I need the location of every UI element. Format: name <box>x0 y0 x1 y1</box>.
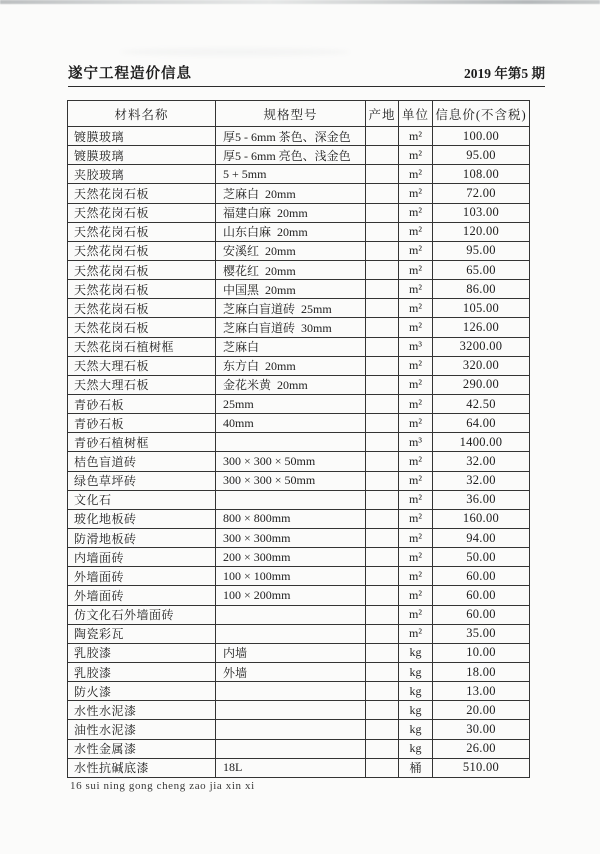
material-name-cell: 天然花岗石板 <box>68 299 216 318</box>
unit-cell: m² <box>399 280 433 299</box>
table-row <box>68 299 530 318</box>
price-cell: 290.00 <box>433 375 530 394</box>
material-name-cell: 乳胶漆 <box>68 662 216 681</box>
material-name-cell: 镀膜玻璃 <box>68 127 216 146</box>
scan-smudge-artifact <box>120 48 350 56</box>
spec-cell: 200 × 300mm <box>216 548 366 567</box>
origin-cell <box>366 260 399 279</box>
page-footer <box>70 780 255 792</box>
price-cell: 13.00 <box>433 682 530 701</box>
origin-cell <box>366 241 399 260</box>
price-cell: 65.00 <box>433 260 530 279</box>
spec-cell <box>216 701 366 720</box>
table-row <box>68 394 530 413</box>
origin-cell <box>366 146 399 165</box>
unit-cell: m² <box>399 471 433 490</box>
unit-cell: kg <box>399 701 433 720</box>
origin-cell <box>366 222 399 241</box>
spec-cell <box>216 490 366 509</box>
issue-label: 2019 年第5 期 <box>464 66 545 81</box>
origin-cell <box>366 356 399 375</box>
origin-cell <box>366 318 399 337</box>
unit-cell: m² <box>399 624 433 643</box>
origin-cell <box>366 509 399 528</box>
origin-cell <box>366 739 399 758</box>
material-name-cell: 天然大理石板 <box>68 375 216 394</box>
spec-cell: 100 × 100mm <box>216 567 366 586</box>
table-row <box>68 586 530 605</box>
unit-cell: m³ <box>399 337 433 356</box>
origin-cell <box>366 471 399 490</box>
unit-cell: m² <box>399 414 433 433</box>
table-row <box>68 146 530 165</box>
table-row <box>68 528 530 547</box>
material-name-cell: 防滑地板砖 <box>68 528 216 547</box>
material-name-cell: 桔色盲道砖 <box>68 452 216 471</box>
unit-cell: kg <box>399 739 433 758</box>
spec-cell: 18L <box>216 758 366 777</box>
price-cell: 120.00 <box>433 222 530 241</box>
price-cell: 42.50 <box>433 394 530 413</box>
origin-cell <box>366 701 399 720</box>
material-name-cell: 天然花岗石植树框 <box>68 337 216 356</box>
unit-cell: kg <box>399 682 433 701</box>
material-name-cell: 水性水泥漆 <box>68 701 216 720</box>
material-name-cell: 青砂石板 <box>68 394 216 413</box>
material-name-cell: 青砂石板 <box>68 414 216 433</box>
spec-cell: 芝麻白 <box>216 337 366 356</box>
spec-cell <box>216 720 366 739</box>
spec-cell: 芝麻白盲道砖 30mm <box>216 318 366 337</box>
table-row <box>68 452 530 471</box>
scan-edge-artifact <box>0 0 600 4</box>
table-row <box>68 184 530 203</box>
unit-cell: m² <box>399 146 433 165</box>
table-row <box>68 682 530 701</box>
table-row <box>68 567 530 586</box>
origin-cell <box>366 682 399 701</box>
material-name-cell: 外墙面砖 <box>68 586 216 605</box>
spec-cell: 厚5 - 6mm 茶色、深金色 <box>216 127 366 146</box>
unit-cell: kg <box>399 720 433 739</box>
price-cell: 26.00 <box>433 739 530 758</box>
price-cell: 100.00 <box>433 127 530 146</box>
table-row <box>68 605 530 624</box>
origin-cell <box>366 165 399 184</box>
price-cell: 30.00 <box>433 720 530 739</box>
table-row <box>68 701 530 720</box>
unit-cell: m² <box>399 567 433 586</box>
material-price-table <box>67 100 530 778</box>
price-cell: 60.00 <box>433 605 530 624</box>
origin-cell <box>366 299 399 318</box>
price-cell: 50.00 <box>433 548 530 567</box>
table-body <box>68 127 530 778</box>
origin-cell <box>366 203 399 222</box>
origin-cell <box>366 586 399 605</box>
price-cell: 160.00 <box>433 509 530 528</box>
price-cell: 126.00 <box>433 318 530 337</box>
origin-cell <box>366 528 399 547</box>
origin-cell <box>366 567 399 586</box>
origin-cell <box>366 548 399 567</box>
origin-cell <box>366 127 399 146</box>
unit-cell: m² <box>399 605 433 624</box>
material-name-cell: 文化石 <box>68 490 216 509</box>
spec-cell: 800 × 800mm <box>216 509 366 528</box>
journal-title: 遂宁工程造价信息 <box>68 66 192 82</box>
unit-cell: m² <box>399 375 433 394</box>
material-name-cell: 天然花岗石板 <box>68 184 216 203</box>
price-cell: 10.00 <box>433 643 530 662</box>
header-row <box>68 101 530 127</box>
col-header-spec: 规格型号 <box>216 101 366 127</box>
spec-cell: 外墙 <box>216 662 366 681</box>
price-cell: 64.00 <box>433 414 530 433</box>
table-row <box>68 414 530 433</box>
spec-cell: 金花米黄 20mm <box>216 375 366 394</box>
unit-cell: m² <box>399 165 433 184</box>
spec-cell: 山东白麻 20mm <box>216 222 366 241</box>
spec-cell <box>216 433 366 452</box>
table-row <box>68 643 530 662</box>
price-cell: 18.00 <box>433 662 530 681</box>
material-name-cell: 陶瓷彩瓦 <box>68 624 216 643</box>
origin-cell <box>366 720 399 739</box>
spec-cell <box>216 605 366 624</box>
material-name-cell: 天然花岗石板 <box>68 241 216 260</box>
unit-cell: m² <box>399 127 433 146</box>
page-header <box>68 62 545 83</box>
table-row <box>68 356 530 375</box>
spec-cell <box>216 739 366 758</box>
material-name-cell: 外墙面砖 <box>68 567 216 586</box>
header-rule <box>68 86 545 87</box>
spec-cell: 300 × 300 × 50mm <box>216 452 366 471</box>
material-name-cell: 夹胶玻璃 <box>68 165 216 184</box>
spec-cell <box>216 624 366 643</box>
table-row <box>68 337 530 356</box>
table-header <box>68 101 530 127</box>
material-name-cell: 天然花岗石板 <box>68 260 216 279</box>
table-row <box>68 433 530 452</box>
spec-cell: 内墙 <box>216 643 366 662</box>
unit-cell: kg <box>399 643 433 662</box>
spec-cell: 东方白 20mm <box>216 356 366 375</box>
price-cell: 32.00 <box>433 452 530 471</box>
price-cell: 86.00 <box>433 280 530 299</box>
unit-cell: m² <box>399 299 433 318</box>
origin-cell <box>366 758 399 777</box>
origin-cell <box>366 375 399 394</box>
spec-cell: 芝麻白盲道砖 25mm <box>216 299 366 318</box>
unit-cell: m² <box>399 318 433 337</box>
material-name-cell: 天然花岗石板 <box>68 222 216 241</box>
price-cell: 510.00 <box>433 758 530 777</box>
material-name-cell: 油性水泥漆 <box>68 720 216 739</box>
price-cell: 20.00 <box>433 701 530 720</box>
origin-cell <box>366 337 399 356</box>
table-row <box>68 471 530 490</box>
table-row <box>68 165 530 184</box>
unit-cell: m² <box>399 241 433 260</box>
origin-cell <box>366 433 399 452</box>
unit-cell: m² <box>399 528 433 547</box>
origin-cell <box>366 414 399 433</box>
origin-cell <box>366 280 399 299</box>
spec-cell: 25mm <box>216 394 366 413</box>
table-row <box>68 280 530 299</box>
unit-cell: kg <box>399 662 433 681</box>
table-row <box>68 318 530 337</box>
price-cell: 60.00 <box>433 567 530 586</box>
col-header-material: 材料名称 <box>68 101 216 127</box>
spec-cell: 300 × 300 × 50mm <box>216 471 366 490</box>
spec-cell <box>216 682 366 701</box>
origin-cell <box>366 624 399 643</box>
material-name-cell: 绿色草坪砖 <box>68 471 216 490</box>
table-row <box>68 739 530 758</box>
unit-cell: m² <box>399 203 433 222</box>
table-row <box>68 375 530 394</box>
table-row <box>68 548 530 567</box>
spec-cell: 100 × 200mm <box>216 586 366 605</box>
price-cell: 108.00 <box>433 165 530 184</box>
unit-cell: m² <box>399 184 433 203</box>
origin-cell <box>366 394 399 413</box>
price-cell: 95.00 <box>433 241 530 260</box>
table-row <box>68 624 530 643</box>
material-name-cell: 天然花岗石板 <box>68 318 216 337</box>
material-name-cell: 天然花岗石板 <box>68 280 216 299</box>
spec-cell: 40mm <box>216 414 366 433</box>
table-row <box>68 758 530 777</box>
col-header-origin: 产地 <box>366 101 399 127</box>
price-cell: 105.00 <box>433 299 530 318</box>
price-cell: 32.00 <box>433 471 530 490</box>
price-cell: 95.00 <box>433 146 530 165</box>
material-name-cell: 内墙面砖 <box>68 548 216 567</box>
col-header-price: 信息价(不含税) <box>433 101 530 127</box>
material-name-cell: 玻化地板砖 <box>68 509 216 528</box>
spec-cell: 芝麻白 20mm <box>216 184 366 203</box>
material-name-cell: 天然大理石板 <box>68 356 216 375</box>
spec-cell: 樱花红 20mm <box>216 260 366 279</box>
unit-cell: m² <box>399 490 433 509</box>
material-name-cell: 青砂石植树框 <box>68 433 216 452</box>
material-name-cell: 仿文化石外墙面砖 <box>68 605 216 624</box>
origin-cell <box>366 452 399 471</box>
origin-cell <box>366 184 399 203</box>
table-row <box>68 241 530 260</box>
table-row <box>68 509 530 528</box>
price-cell: 320.00 <box>433 356 530 375</box>
spec-cell: 安溪红 20mm <box>216 241 366 260</box>
table-row <box>68 127 530 146</box>
material-name-cell: 水性金属漆 <box>68 739 216 758</box>
origin-cell <box>366 643 399 662</box>
spec-cell: 福建白麻 20mm <box>216 203 366 222</box>
price-cell: 35.00 <box>433 624 530 643</box>
table-row <box>68 662 530 681</box>
spec-cell: 厚5 - 6mm 亮色、浅金色 <box>216 146 366 165</box>
table-row <box>68 720 530 739</box>
material-name-cell: 防火漆 <box>68 682 216 701</box>
material-name-cell: 水性抗碱底漆 <box>68 758 216 777</box>
unit-cell: 桶 <box>399 758 433 777</box>
price-cell: 3200.00 <box>433 337 530 356</box>
unit-cell: m² <box>399 222 433 241</box>
material-name-cell: 天然花岗石板 <box>68 203 216 222</box>
price-cell: 72.00 <box>433 184 530 203</box>
spec-cell: 中国黑 20mm <box>216 280 366 299</box>
origin-cell <box>366 490 399 509</box>
unit-cell: m² <box>399 394 433 413</box>
table-row <box>68 222 530 241</box>
page-number-and-pinyin: 16 sui ning gong cheng zao jia xin xi <box>70 780 255 792</box>
spec-cell: 300 × 300mm <box>216 528 366 547</box>
spec-cell: 5 + 5mm <box>216 165 366 184</box>
unit-cell: m² <box>399 586 433 605</box>
unit-cell: m² <box>399 452 433 471</box>
price-cell: 36.00 <box>433 490 530 509</box>
table-row <box>68 203 530 222</box>
origin-cell <box>366 662 399 681</box>
col-header-unit: 单位 <box>399 101 433 127</box>
price-cell: 94.00 <box>433 528 530 547</box>
table-row <box>68 260 530 279</box>
table-row <box>68 490 530 509</box>
material-name-cell: 镀膜玻璃 <box>68 146 216 165</box>
unit-cell: m² <box>399 356 433 375</box>
unit-cell: m² <box>399 260 433 279</box>
unit-cell: m² <box>399 548 433 567</box>
unit-cell: m² <box>399 509 433 528</box>
unit-cell: m³ <box>399 433 433 452</box>
price-cell: 1400.00 <box>433 433 530 452</box>
price-cell: 103.00 <box>433 203 530 222</box>
price-cell: 60.00 <box>433 586 530 605</box>
origin-cell <box>366 605 399 624</box>
material-name-cell: 乳胶漆 <box>68 643 216 662</box>
